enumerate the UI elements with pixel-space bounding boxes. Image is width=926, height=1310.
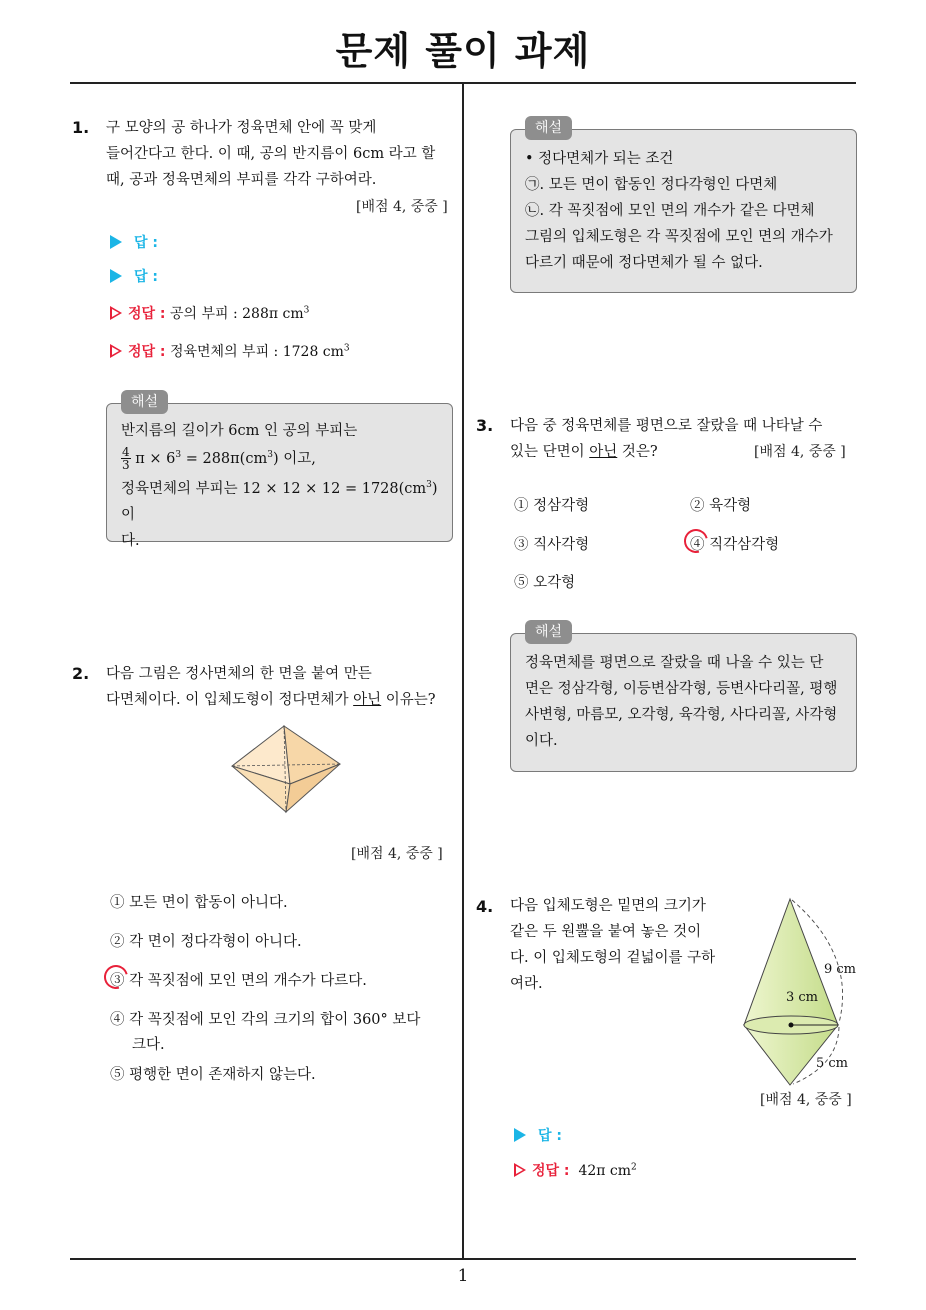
bottom-rule bbox=[70, 1258, 856, 1260]
explanation-tag: 해설 bbox=[525, 116, 572, 140]
explanation-tag: 해설 bbox=[525, 620, 572, 644]
q2-number: 2. bbox=[72, 664, 90, 683]
q2-score: [배점 4, 중중 ] bbox=[351, 846, 443, 862]
label-3cm: 3 cm bbox=[786, 990, 819, 1005]
q3-option-3[interactable]: ③ 직사각형 bbox=[514, 537, 590, 553]
label-9cm: 9 cm bbox=[824, 962, 857, 977]
q2-option-5[interactable]: ⑤ 평행한 면이 존재하지 않는다. bbox=[110, 1067, 316, 1083]
q4-score: [배점 4, 중중 ] bbox=[760, 1092, 852, 1108]
q2-option-3[interactable]: ③ 각 꼭짓점에 모인 면의 개수가 다르다. bbox=[110, 973, 367, 989]
bipyramid-figure bbox=[228, 722, 344, 816]
q3-option-5[interactable]: ⑤ 오각형 bbox=[514, 575, 576, 591]
page-title: 문제 풀이 과제 bbox=[335, 29, 591, 73]
q3-text: 다음 중 정육면체를 평면으로 잘랐을 때 나타날 수 있는 단면이 아닌 것은? bbox=[510, 418, 823, 460]
column-divider bbox=[462, 84, 464, 1258]
q1-number: 1. bbox=[72, 118, 90, 137]
q3-option-1[interactable]: ① 정삼각형 bbox=[514, 498, 590, 514]
play-icon bbox=[514, 1128, 526, 1142]
q1-answer-1[interactable]: 답 : bbox=[110, 232, 158, 252]
q2-option-1[interactable]: ① 모든 면이 합동이 아니다. bbox=[110, 895, 288, 911]
q1-answer-2[interactable]: 답 : bbox=[110, 266, 158, 286]
fraction: $\frac{4}{3}$ bbox=[122, 445, 130, 473]
q1-text: 구 모양의 공 하나가 정육면체 안에 꼭 맞게 들어간다고 한다. 이 때, 공의 반지름이 6cm 라고 할 때, 공과 정육면체의 부피를 각각 구하여라. bbox=[106, 120, 436, 188]
q4-number: 4. bbox=[476, 897, 494, 916]
q2-option-4-cont: 크다. bbox=[132, 1037, 165, 1053]
label-5cm: 5 cm bbox=[816, 1056, 849, 1071]
q3-score: [배점 4, 중중 ] bbox=[754, 444, 846, 460]
explanation-tag: 해설 bbox=[121, 390, 168, 414]
q3-number: 3. bbox=[476, 416, 494, 435]
q2-text: 다음 그림은 정사면체의 한 면을 붙여 만든 다면체이다. 이 입체도형이 정다면체가 아닌 이유는? bbox=[106, 666, 436, 708]
q1-correct-2: 정답 : 정육면체의 부피 : 1728 $cm^3$ bbox=[110, 341, 350, 361]
q3-option-4[interactable]: ④ 직각삼각형 bbox=[690, 537, 780, 553]
q2-explanation-box: 해설 • 정다면체가 되는 조건 ㉠. 모든 면이 합동인 정다각형인 다면체 ㉡. 각 꼭짓점에 모인 면의 개수가 같은 다면체 그림의 입체도형은 각 꼭짓점에 모인 면의 개수가 다르기 때문에 정다면체가 될 수 없다. bbox=[510, 129, 857, 293]
outline-play-icon bbox=[110, 306, 122, 320]
q4-text: 다음 입체도형은 밑면의 크기가 같은 두 원뿔을 붙여 놓은 것이 다. 이 입체도형의 겉넓이를 구하 여라. bbox=[510, 898, 716, 992]
play-icon bbox=[110, 269, 122, 283]
page-number: 1 bbox=[457, 1266, 469, 1286]
outline-play-icon bbox=[110, 344, 122, 358]
q3-explanation-box: 해설 정육면체를 평면으로 잘랐을 때 나올 수 있는 단 면은 정삼각형, 이등변삼각형, 등변사다리꼴, 평행 사변형, 마름모, 오각형, 육각형, 사다리꼴, 사각형 이다. bbox=[510, 633, 857, 772]
play-icon bbox=[110, 235, 122, 249]
q4-answer[interactable]: 답 : bbox=[514, 1125, 562, 1145]
q2-option-2[interactable]: ② 각 면이 정다각형이 아니다. bbox=[110, 934, 302, 950]
q4-correct: 정답 : 42π $cm^2$ bbox=[514, 1160, 637, 1180]
q1-correct-1: 정답 : 공의 부피 : 288π $cm^3$ bbox=[110, 303, 309, 323]
q2-option-4[interactable]: ④ 각 꼭짓점에 모인 각의 크기의 합이 360° 보다 bbox=[110, 1012, 421, 1028]
outline-play-icon bbox=[514, 1163, 526, 1177]
q3-option-2[interactable]: ② 육각형 bbox=[690, 498, 752, 514]
q1-score: [배점 4, 중중 ] bbox=[356, 199, 448, 215]
q1-explanation-box: 해설 반지름의 길이가 6cm 인 공의 부피는 $\frac{4}{3}$ $\pi \times 6^3 = 288\pi(cm^3)$ 이고, 정육면체의 부피는 $12 \times 12 \times 12 = 1728(cm^3)$ 이 다. bbox=[106, 403, 453, 542]
